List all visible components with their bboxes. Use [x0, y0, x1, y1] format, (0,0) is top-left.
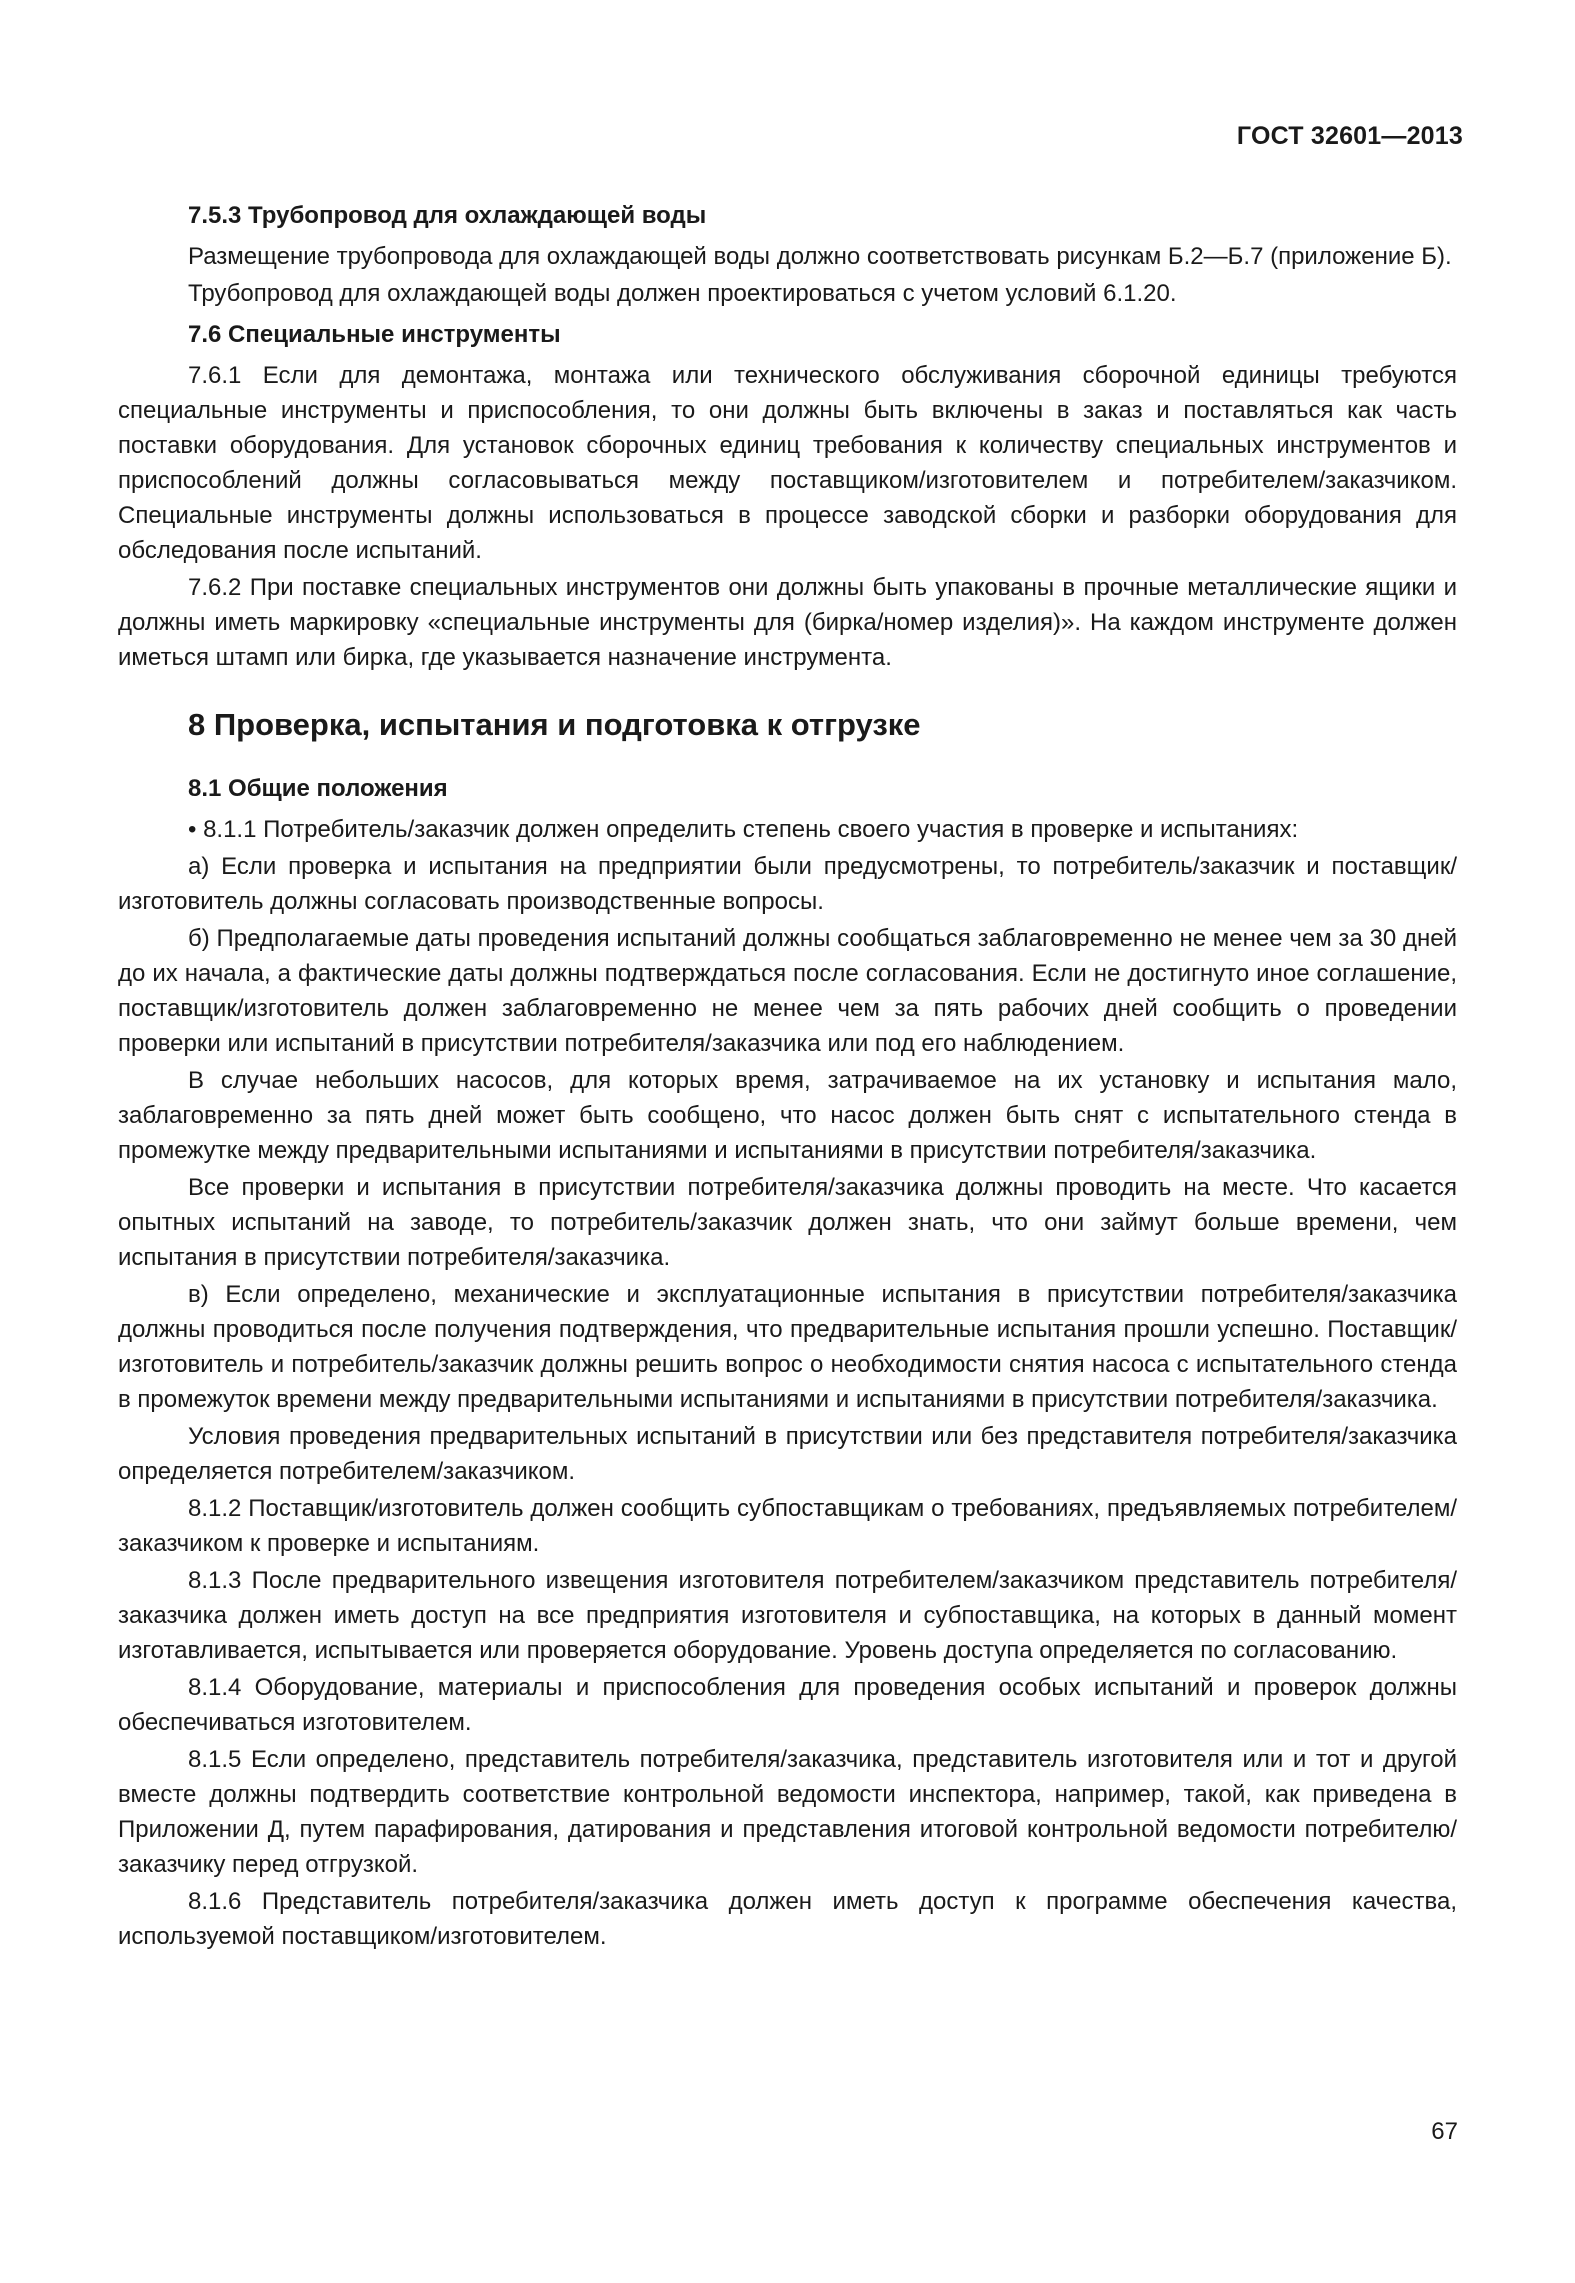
- document-header-code: ГОСТ 32601—2013: [1236, 122, 1463, 150]
- paragraph: В случае небольших насосов, для которых время, затрачиваемое на их установку и испытания мало, заблаговременно за пять дней может быть сообщено, что насос должен быть снят с испытательного стенда в промежутке между предварительными испытаниями и испытаниями в присутствии потребителя/заказчика.: [118, 1067, 1457, 1164]
- paragraph: 8.1.5 Если определено, представитель потребителя/заказчика, представитель изготовителя или и тот и другой вместе должны подтвердить соответствие контрольной ведомости инспектора, например, такой, как приведена в Приложении Д, путем парафирования, датирования и представления итоговой контрольной ведомости потребителю/заказчику перед отгрузкой.: [118, 1746, 1457, 1878]
- heading-8-1: 8.1 Общие положения: [188, 775, 448, 802]
- paragraph: 8.1.2 Поставщик/изготовитель должен сообщить субпоставщикам о требованиях, предъявляемых потребителем/заказчиком к проверке и испытаниям.: [118, 1495, 1457, 1557]
- heading-7-6: 7.6 Специальные инструменты: [188, 321, 561, 348]
- paragraph: • 8.1.1 Потребитель/заказчик должен определить степень своего участия в проверке и испытаниях:: [188, 816, 1299, 843]
- paragraph: 7.6.2 При поставке специальных инструментов они должны быть упакованы в прочные металлические ящики и должны иметь маркировку «специальные инструменты для (бирка/номер изделия)». На каждом инструменте должен иметься штамп или бирка, где указывается назначение инструмента.: [118, 574, 1457, 671]
- paragraph: в) Если определено, механические и эксплуатационные испытания в присутствии потребителя/заказчика должны проводиться после получения подтверждения, что предварительные испытания прошли успешно. Поставщик/изготовитель и потребитель/заказчик должны решить вопрос о необходимости снятия насоса с испытательного стенда в промежуток времени между предварительными испытаниями и испытаниями в присутствии потребителя/заказчика.: [118, 1281, 1457, 1413]
- page-number: 67: [1431, 2118, 1458, 2145]
- paragraph: 8.1.6 Представитель потребителя/заказчика должен иметь доступ к программе обеспечения качества, используемой поставщиком/изготовителем.: [118, 1888, 1457, 1950]
- paragraph: 7.6.1 Если для демонтажа, монтажа или технического обслуживания сборочной единицы требуются специальные инструменты и приспособления, то они должны быть включены в заказ и поставляться как часть поставки оборудования. Для установок сборочных единиц требования к количеству специальных инструментов и приспособлений должны согласовываться между поставщиком/изготовителем и потребителем/заказчиком. Специальные инструменты должны использоваться в процессе заводской сборки и разборки оборудования для обследования после испытаний.: [118, 362, 1457, 564]
- paragraph: 8.1.4 Оборудование, материалы и приспособления для проведения особых испытаний и проверок должны обеспечиваться изготовителем.: [118, 1674, 1457, 1736]
- paragraph: Размещение трубопровода для охлаждающей воды должно соответствовать рисункам Б.2—Б.7 (приложение Б).: [188, 243, 1452, 270]
- document-body: [118, 198, 1457, 1956]
- paragraph: Все проверки и испытания в присутствии потребителя/заказчика должны проводить на месте. Что касается опытных испытаний на заводе, то потребитель/заказчик должен знать, что они займут больше времени, чем испытания в присутствии потребителя/заказчика.: [118, 1174, 1457, 1271]
- heading-7-5-3: 7.5.3 Трубопровод для охлаждающей воды: [188, 202, 707, 229]
- paragraph: б) Предполагаемые даты проведения испытаний должны сообщаться заблаговременно не менее чем за 30 дней до их начала, а фактические даты должны подтверждаться после согласования. Если не достигнуто иное соглашение, поставщик/изготовитель должен заблаговременно не менее чем за пять рабочих дней сообщить о проведении проверки или испытаний в присутствии потребителя/заказчика или под его наблюдением.: [118, 925, 1457, 1057]
- paragraph: Условия проведения предварительных испытаний в присутствии или без представителя потребителя/заказчика определяется потребителем/заказчиком.: [118, 1423, 1457, 1485]
- paragraph: 8.1.3 После предварительного извещения изготовителя потребителем/заказчиком представитель потребителя/заказчика должен иметь доступ на все предприятия изготовителя и субпоставщика, на которых в данный момент изготавливается, испытывается или проверяется оборудование. Уровень доступа определяется по согласованию.: [118, 1567, 1457, 1664]
- paragraph: Трубопровод для охлаждающей воды должен проектироваться с учетом условий 6.1.20.: [188, 280, 1177, 307]
- paragraph: а) Если проверка и испытания на предприятии были предусмотрены, то потребитель/заказчик и поставщик/изготовитель должны согласовать производственные вопросы.: [118, 853, 1457, 915]
- heading-section-8: 8 Проверка, испытания и подготовка к отгрузке: [188, 707, 921, 742]
